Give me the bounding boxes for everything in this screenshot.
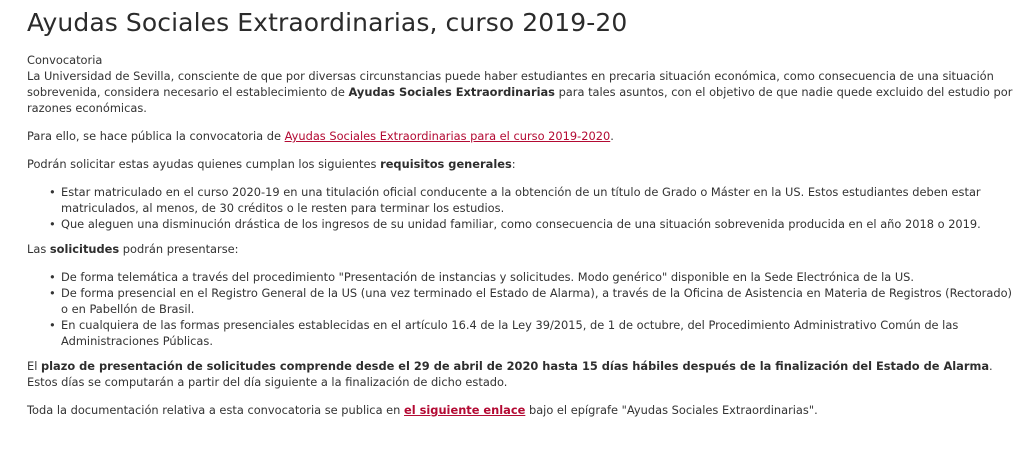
deadline-paragraph (27, 358, 1017, 390)
list-item (49, 216, 1017, 232)
requirements-bold: requisitos generales (380, 157, 512, 171)
intro-text-before: La Universidad de Sevilla, consciente de que por diversas circunstancias puede haber estudiantes en precaria situación económica, como consecuencia de una situación sobrevenida, considera necesario el establecimiento de (27, 69, 994, 99)
requirement-text: Estar matriculado en el curso 2020-19 en una titulación oficial conducente a la obtención de un título de Grado o Máster en la US. Estos estudiantes deben estar matriculados, al menos, de 30 créditos o le resten para terminar los estudios. (61, 185, 981, 215)
page-title: Ayudas Sociales Extraordinarias, curso 2019-20 (27, 8, 628, 37)
section-label: Convocatoria (27, 53, 103, 67)
bullet-icon: • (49, 185, 56, 199)
list-item (49, 184, 1017, 216)
requirement-text: Que aleguen una disminución drástica de los ingresos de su unidad familiar, como consecuencia de una situación sobrevenida producida en el año 2018 o 2019. (61, 217, 981, 231)
application-text: De forma presencial en el Registro General de la US (una vez terminado el Estado de Alarma), a través de la Oficina de Asistencia en Materia de Registros (Rectorado) o en Pabellón de Brasil. (61, 286, 1012, 316)
applications-list (27, 269, 1017, 349)
publication-text-before: Para ello, se hace pública la convocatoria de (27, 129, 285, 143)
bullet-icon: • (49, 217, 56, 231)
requirements-paragraph (27, 156, 1017, 172)
bullet-icon: • (49, 318, 56, 332)
documentation-paragraph (27, 402, 1017, 418)
documentation-text-before: Toda la documentación relativa a esta convocatoria se publica en (27, 403, 405, 417)
intro-bold: Ayudas Sociales Extraordinarias (348, 85, 555, 99)
application-text: En cualquiera de las formas presenciales establecidas en el artículo 16.4 de la Ley 39/2015, de 1 de octubre, del Procedimiento Administrativo Común de las Administraciones Públicas. (61, 318, 959, 348)
requirements-list (27, 184, 1017, 232)
applications-text-after: podrán presentarse: (119, 242, 239, 256)
publication-paragraph (27, 128, 1017, 144)
applications-bold: solicitudes (49, 242, 120, 256)
bullet-icon: • (49, 286, 56, 300)
applications-text-before: Las (27, 242, 50, 256)
application-text: De forma telemática a través del procedimiento "Presentación de instancias y solicitudes. Modo genérico" disponible en la Sede Electrónica de la US. (61, 270, 915, 284)
convocatoria-link[interactable]: Ayudas Sociales Extraordinarias para el curso 2019-2020 (284, 129, 611, 143)
intro-text-after: para tales asuntos, con el objetivo de que nadie quede excluido del estudio por razones económicas. (27, 85, 1013, 115)
requirements-text-after: : (511, 157, 516, 171)
requirements-text-before: Podrán solicitar estas ayudas quienes cumplan los siguientes (27, 157, 381, 171)
list-item (49, 285, 1017, 317)
applications-paragraph (27, 241, 1017, 257)
list-item (49, 317, 1017, 349)
deadline-text-after: . Estos días se computarán a partir del día siguiente a la finalización de dicho estado. (27, 359, 993, 389)
intro-paragraph (27, 68, 1017, 116)
list-item (49, 269, 1017, 285)
documentation-text-after: bajo el epígrafe "Ayudas Sociales Extraordinarias". (525, 403, 818, 417)
siguiente-enlace-link[interactable]: el siguiente enlace (404, 403, 526, 417)
deadline-text-before: El (27, 359, 41, 373)
deadline-bold: plazo de presentación de solicitudes comprende desde el 29 de abril de 2020 hasta 15 días hábiles después de la finalización del Estado de Alarma (40, 359, 990, 373)
bullet-icon: • (49, 270, 56, 284)
publication-text-after: . (610, 129, 614, 143)
